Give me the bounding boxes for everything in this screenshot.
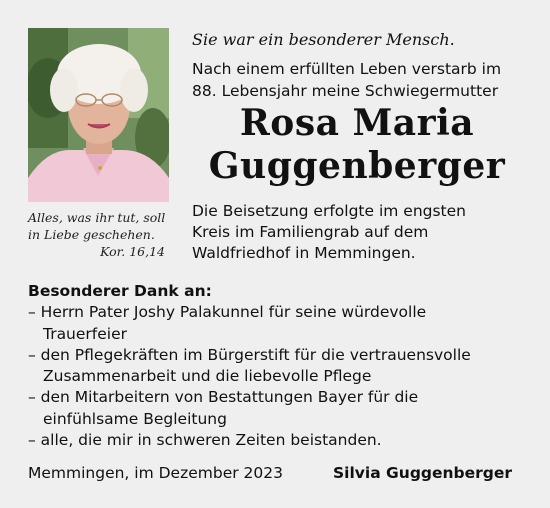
bible-quote	[28, 209, 169, 260]
quote-line: in Liebe geschehen.	[28, 227, 155, 242]
thanks-item-text: – Herrn Pater Joshy Palakunnel für seine würdevolle	[28, 303, 427, 322]
thanks-item-text: Zusammenarbeit und die liebevolle Pflege	[43, 367, 372, 386]
thanks-item	[28, 302, 528, 345]
thanks-item	[28, 430, 528, 451]
announcement-line: 88. Lebensjahr meine Schwiegermutter	[192, 82, 499, 100]
thanks-item-text: Trauerfeier	[43, 324, 128, 343]
quote-reference: Kor. 16,14	[100, 244, 165, 259]
thanks-item-text: – alle, die mir in schweren Zeiten beistanden.	[28, 431, 382, 450]
death-announcement	[192, 58, 532, 102]
thanks-title: Besonderer Dank an:	[28, 282, 212, 300]
place-date: Memmingen, im Dezember 2023	[28, 464, 283, 482]
thanks-section	[28, 281, 528, 451]
burial-info	[192, 201, 532, 264]
thanks-item-text: – den Mitarbeitern von Bestattungen Bayer für die	[28, 388, 419, 407]
thanks-item	[28, 387, 528, 430]
name-line: Guggenberger	[208, 145, 506, 187]
thanks-item	[28, 345, 528, 388]
portrait-photo	[28, 28, 169, 202]
deceased-name	[192, 102, 522, 188]
burial-line: Die Beisetzung erfolgte im engsten	[192, 202, 466, 220]
burial-line: Kreis im Familiengrab auf dem	[192, 223, 429, 241]
name-line: Rosa Maria	[239, 102, 475, 144]
burial-line: Waldfriedhof in Memmingen.	[192, 244, 416, 262]
announcement-line: Nach einem erfüllten Leben verstarb im	[192, 60, 502, 78]
thanks-item-text: einfühlsame Begleitung	[43, 409, 227, 428]
signature: Silvia Guggenberger	[333, 464, 513, 482]
thanks-item-text: – den Pflegekräften im Bürgerstift für die vertrauensvolle	[28, 345, 471, 364]
quote-line: Alles, was ihr tut, soll	[28, 210, 166, 225]
intro-line: Sie war ein besonderer Mensch.	[192, 30, 455, 49]
